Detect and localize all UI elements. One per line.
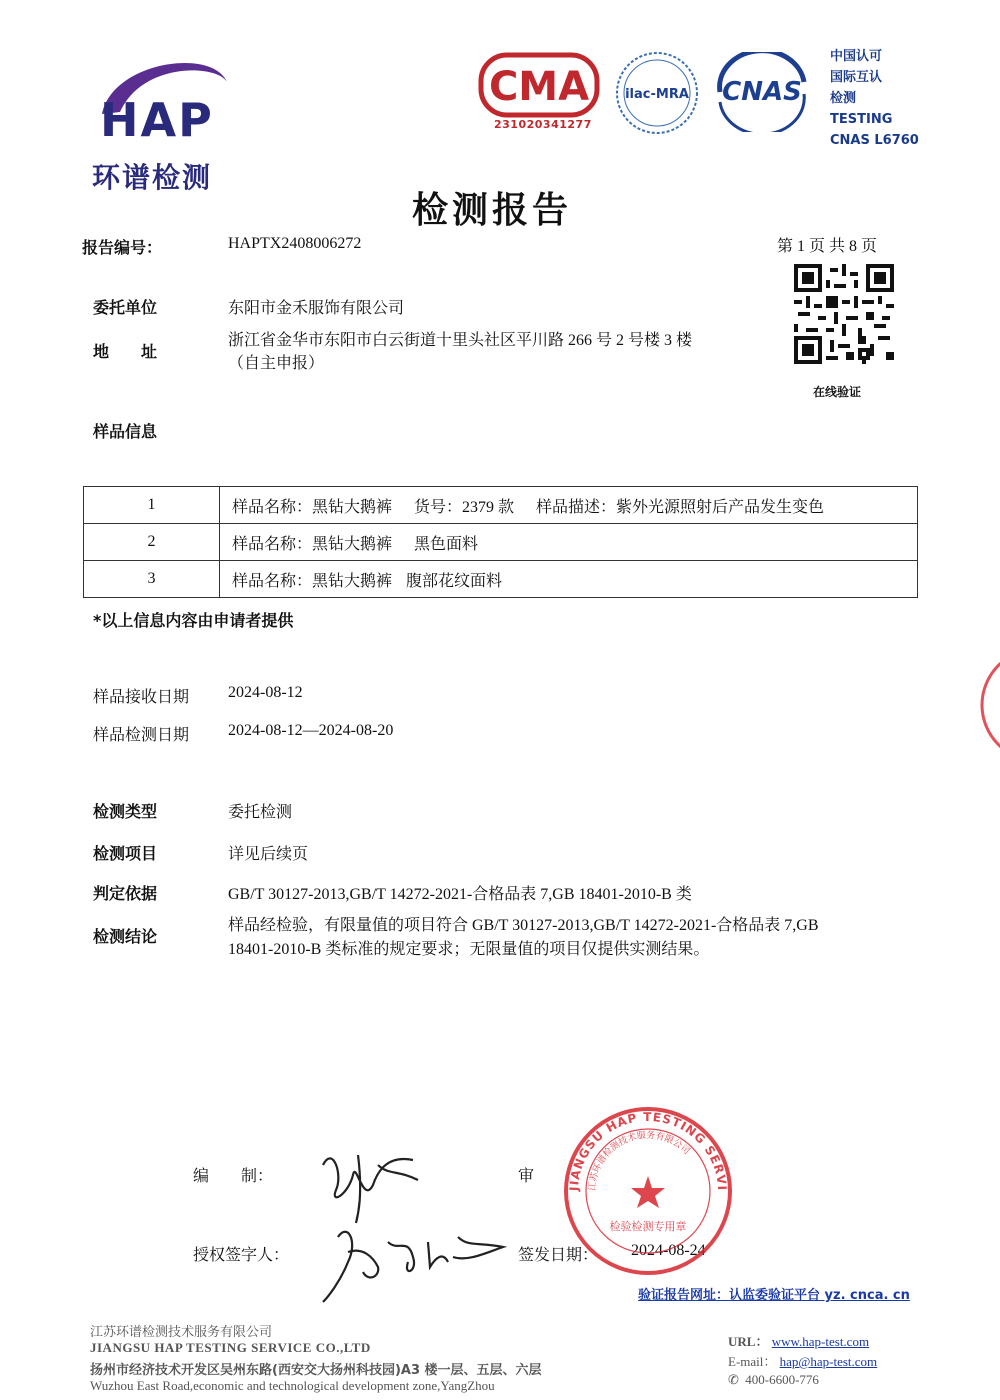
authorizer-signature: [318, 1212, 508, 1312]
cert-text-block: [830, 46, 919, 151]
footer-address-cn: 扬州市经济技术开发区吴州东路(西安交大扬州科技园)A3 楼一层、五层、六层: [90, 1363, 542, 1378]
sample-item-no: 黑色面料: [414, 535, 479, 553]
compiler-label: 编 制：: [193, 1168, 274, 1185]
report-title: 检测报告: [411, 190, 572, 231]
conclusion-line-1: 样品经检验，有限量值的项目符合 GB/T 30127-2013,GB/T 14272-2021-合格品表 7,GB: [228, 917, 819, 934]
footer-email-link[interactable]: hap@hap-test.com: [779, 1354, 878, 1369]
cert-line: CNAS L6760: [830, 133, 919, 148]
received-date-label: 样品接收日期: [93, 689, 190, 706]
cnas-logo-text: CNAS: [722, 77, 802, 107]
client-address-note: （自主申报）: [228, 355, 325, 372]
verify-link[interactable]: 验证报告网址：认监委验证平台 yz. cnca. cn: [638, 1288, 910, 1303]
footer-company-en: JIANGSU HAP TESTING SERVICE CO.,LTD: [90, 1340, 371, 1355]
qr-code-image: [794, 264, 894, 364]
client-address-label: 地 址: [93, 342, 158, 361]
side-seal-partial: [978, 645, 1000, 765]
hap-logo-mark: [92, 52, 242, 152]
report-number-label: 报告编号：: [82, 238, 163, 257]
issue-date-label: 签发日期：: [518, 1247, 599, 1264]
test-items-value: 详见后续页: [228, 846, 309, 863]
sample-note: *以上信息内容由申请者提供: [93, 611, 294, 630]
footer-address-en: Wuzhou East Road,economic and technological development zone,YangZhou: [90, 1378, 495, 1393]
cert-line: 检测: [830, 91, 857, 106]
footer-phone-value: 400-6600-776: [745, 1372, 819, 1387]
reviewer-label: 审: [518, 1168, 535, 1185]
sample-desc-cell: [220, 524, 918, 561]
authorizer-label: 授权签字人：: [193, 1247, 290, 1264]
hap-logo: [92, 52, 242, 192]
footer-url-label: URL：: [728, 1334, 769, 1349]
client-unit-label: 委托单位: [93, 298, 158, 317]
cert-line: TESTING: [830, 112, 893, 127]
received-date-value: 2024-08-12: [228, 684, 303, 701]
footer-email-label: E-mail：: [728, 1354, 777, 1369]
page-info: 第 1 页 共 8 页: [777, 238, 878, 255]
phone-icon: ✆: [728, 1372, 739, 1387]
ilac-mra-logo: [612, 48, 702, 138]
sample-section-label: 样品信息: [93, 422, 158, 441]
sample-desc-cell: [220, 561, 918, 598]
footer-url-link[interactable]: www.hap-test.com: [771, 1334, 870, 1349]
sample-table: [83, 486, 918, 598]
brand-name-cn: 环谱检测: [92, 161, 213, 194]
sample-index: 3: [84, 561, 220, 598]
cma-logo-text: CMA: [488, 64, 590, 110]
footer-company-cn: 江苏环谱检测技术服务有限公司: [90, 1325, 273, 1340]
conclusion-label: 检测结论: [93, 927, 158, 946]
sample-name: 样品名称：黑钻大鹅裤: [232, 535, 393, 553]
cma-number: 231020341277: [494, 118, 592, 131]
cert-line: 中国认可: [830, 49, 883, 64]
test-type-label: 检测类型: [93, 802, 158, 821]
cma-logo: [478, 52, 600, 136]
cert-line: 国际互认: [830, 70, 883, 85]
cnas-logo: [712, 52, 812, 132]
report-number-value: HAPTX2408006272: [228, 235, 362, 252]
svg-text:JIANGSU HAP TESTING SERVICE CO: [563, 1106, 729, 1192]
hap-logo-text: HAP: [100, 93, 214, 147]
seal-bottom-text: 检验检测专用章: [609, 1220, 687, 1233]
table-row: [84, 561, 918, 598]
seal-star-icon: [631, 1176, 665, 1208]
qr-caption: 在线验证: [813, 385, 862, 399]
sample-index: 2: [84, 524, 220, 561]
table-row: [84, 487, 918, 524]
client-unit-value: 东阳市金禾服饰有限公司: [228, 300, 405, 317]
sample-name: 样品名称：黑钻大鹅裤: [232, 498, 393, 516]
company-seal: [563, 1106, 733, 1276]
sample-index: 1: [84, 487, 220, 524]
sample-item-no: 货号：2379 款: [414, 498, 515, 516]
sample-description: 样品描述：紫外光源照射后产品发生变色: [536, 498, 825, 516]
ilac-logo-text: ilac-MRA: [625, 87, 689, 102]
tested-date-label: 样品检测日期: [93, 727, 190, 744]
footer-url-row: [728, 1331, 869, 1350]
seal-outer-text: JIANGSU HAP TESTING SERVI: [566, 1109, 730, 1192]
sample-desc-cell: [220, 487, 918, 524]
sample-name: 样品名称：黑钻大鹅裤: [232, 572, 393, 590]
test-items-label: 检测项目: [93, 844, 158, 863]
qr-code[interactable]: [794, 264, 894, 364]
footer-phone-row: [728, 1372, 819, 1388]
tested-date-value: 2024-08-12—2024-08-20: [228, 722, 394, 739]
test-type-value: 委托检测: [228, 804, 293, 821]
test-basis-label: 判定依据: [93, 884, 158, 903]
client-address-value: 浙江省金华市东阳市白云街道十里头社区平川路 266 号 2 号楼 3 楼: [228, 332, 693, 349]
footer-email-row: [728, 1351, 877, 1370]
conclusion-line-2: 18401-2010-B 类标准的规定要求；无限量值的项目仅提供实测结果。: [228, 941, 710, 958]
table-row: [84, 524, 918, 561]
sample-item-no: 腹部花纹面料: [406, 572, 503, 590]
seal-inner-text: 江苏环谱检测技术服务有限公司: [587, 1130, 692, 1192]
issue-date-value: 2024-08-24: [631, 1242, 706, 1259]
test-basis-value: GB/T 30127-2013,GB/T 14272-2021-合格品表 7,GB 18401-2010-B 类: [228, 886, 692, 903]
